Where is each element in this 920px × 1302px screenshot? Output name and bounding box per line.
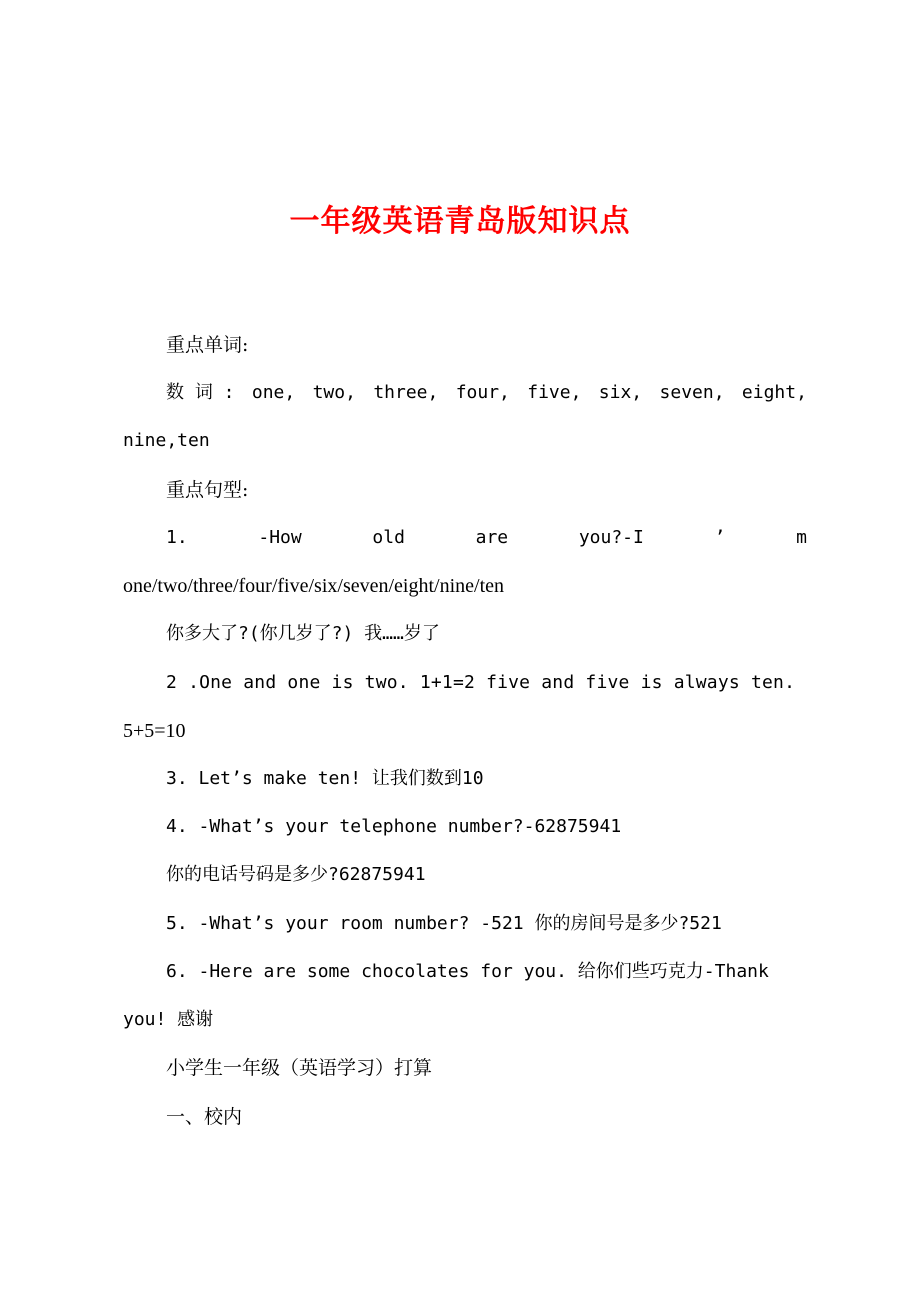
- plan-heading: 小学生一年级（英语学习）打算: [166, 1057, 433, 1079]
- sentence-1-part: are: [475, 527, 509, 548]
- number-word: eight,: [741, 382, 807, 403]
- number-word: three,: [373, 382, 439, 403]
- sentence-1-part: -How: [258, 527, 302, 548]
- number-word: six,: [598, 382, 643, 403]
- section-one-heading: 一、校内: [166, 1106, 243, 1128]
- sentence-1-part: ’: [714, 527, 726, 548]
- numbers-continued: nine,ten: [123, 430, 210, 451]
- sentence-1-part: you?-I: [578, 527, 644, 548]
- vocab-heading: 重点单词:: [166, 334, 249, 356]
- sentence-3: 3. Let’s make ten! 让我们数到10: [166, 768, 484, 789]
- sentence-6: 6. -Here are some chocolates for you. 给你们些巧克力-Thank: [166, 961, 769, 982]
- sentence-1-part: m: [796, 527, 807, 548]
- number-word: four,: [455, 382, 510, 403]
- sentence-5: 5. -What’s your room number? -521 你的房间号是多少?521: [166, 913, 722, 934]
- number-word: two,: [312, 382, 356, 403]
- number-word: five,: [527, 382, 582, 403]
- numbers-line: [166, 380, 807, 406]
- sentence-4-chinese: 你的电话号码是多少?62875941: [166, 864, 426, 885]
- sentence-6-continued: you! 感谢: [123, 1009, 214, 1030]
- sentence-4: 4. -What’s your telephone number?-62875941: [166, 816, 622, 837]
- numbers-label: 数 词 :: [166, 382, 235, 403]
- document-title: 一年级英语青岛版知识点: [289, 204, 631, 239]
- sentence-1-chinese: 你多大了?(你几岁了?) 我……岁了: [166, 623, 440, 644]
- sentence-1-continued: one/two/three/four/five/six/seven/eight/nine/ten: [123, 575, 505, 597]
- sentence-2-continued: 5+5=10: [123, 720, 186, 742]
- number-word: seven,: [659, 382, 725, 403]
- sentence-2: 2 .One and one is two. 1+1=2 five and five is always ten.: [166, 672, 796, 693]
- number-word: one,: [251, 382, 296, 403]
- sentence-1-part: old: [372, 527, 405, 548]
- sentence-heading: 重点句型:: [166, 479, 249, 501]
- sentence-1-part: 1.: [166, 527, 188, 548]
- sentence-1-line: [166, 525, 807, 551]
